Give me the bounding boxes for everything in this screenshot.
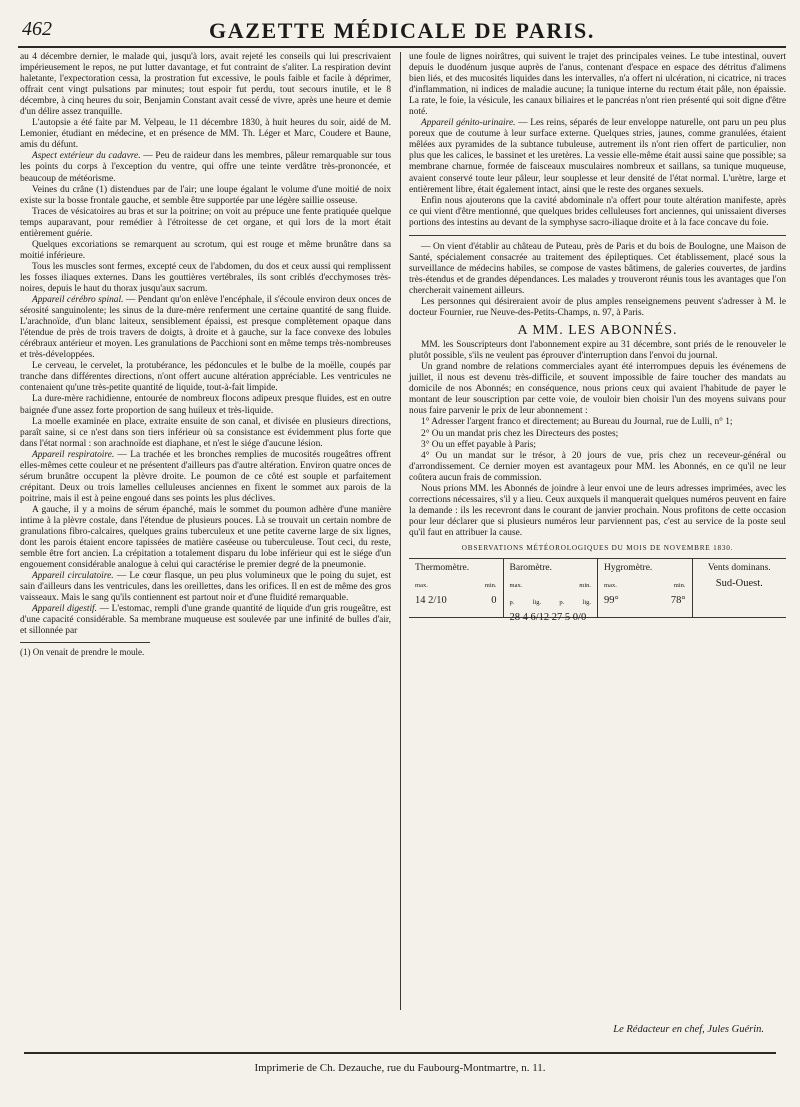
paragraph bbox=[409, 118, 786, 195]
paragraph-text: — La trachée et les bronches remplies de mucosités rougeâtres offrent elles-mêmes cette couleur et ne présentent d'ailleurs pas d'autre altération. Environ quatre onces de sérum brunâtre occupent la plèvre droite. Le poumon de ce côté est souple et parfaitement crépitant. Deux ou trois lamelles celluleuses anciennes en fixent le sommet aux parois de la poitrine, mais il est à peine engoué dans ses points les plus déclives. bbox=[20, 449, 392, 504]
paragraph bbox=[20, 295, 391, 361]
max-label: max. bbox=[415, 582, 428, 590]
paragraph: Le cerveau, le cervelet, la protubérance, les pédoncules et le bulbe de la moëlle, coupés par tranche dans différentes directions, n'ont offert aucune altération appréciable. Les ventricules ne contenaient qu'une très-petite quantité de liquide, tout-à-fait limpide. bbox=[20, 361, 392, 394]
paragraph: L'autopsie a été faite par M. Velpeau, le 11 décembre 1830, à huit heures du soir, aidé de M. Lemonier, étudiant en médecine, et en présence de MM. Th. Léger et Marc, Coudere et Baune, amis du défunt. bbox=[20, 118, 392, 151]
section-heading: Appareil digestif. bbox=[32, 604, 98, 615]
paragraph: Enfin nous ajouterons que la cavité abdominale n'a offert pour toute altération manifeste, après ce qui vient d'être mentionné, que quelques brides celluleuses fort anciennes, qui unissaient diverses portions des intestins au devant de la symphyse sacro-iliaque droite et à la face concave du foie. bbox=[409, 195, 786, 228]
paragraph: MM. les Souscripteurs dont l'abonnement expire au 31 décembre, sont priés de le renouveler le plutôt possible, s'ils ne veulent pas éprouver d'interruption dans l'envoi du journal. bbox=[409, 340, 786, 362]
hygro-max-value: 99° bbox=[604, 595, 619, 607]
paragraph: Veines du crâne (1) distendues par de l'air; une loupe égalant le volume d'une moitié de noix existe sur la bosse frontale gauche, et semble être supportée par une légère saillie osseuse. bbox=[20, 184, 392, 206]
paragraph-text: — Les reins, séparés de leur enveloppe naturelle, ont paru un peu plus poreux que de coutume à leur surface externe. Quelques stries, jaunes, comme granulées, étaient mêlées aux pyramides de la subtance tubuleuse, autrement ils n'ont rien offert de particulier, non plus que les calices, le bassinet et les uretères. La vessie elle-même était aussi saine que possible; sa membrane charnue, formée de faisceaux musculaires nombreux et saillans, sa tunique muqueuse, avaient conservé toute leur pâleur, leur souplesse et leur densité de l'état normal. L'urètre, large et entièrement libre, était également intact, ainsi que le reste des organes sexuels. bbox=[409, 118, 786, 195]
editor-signature: Le Rédacteur en chef, Jules Guérin. bbox=[613, 1024, 764, 1035]
list-item: 3° Ou un effet payable à Paris; bbox=[421, 439, 537, 450]
footnote: (1) On venait de prendre le moule. bbox=[20, 647, 145, 658]
paragraph: Un grand nombre de relations commerciales ayant été interrompues depuis les événemens de juillet, il nous est devenu très-difficile, et souvent impossible de faire toucher des mandats au domicile de nos Abonnés; en conséquence, nous prions ceux qui avaient l'habitude de payer le montant de leur souscription par cette voie, de vouloir bien choisir l'un des moyens suivans pour nous faire parvenir le prix de leur abonnement : bbox=[409, 362, 786, 417]
hygrometer-label: Hygromètre. bbox=[604, 563, 653, 574]
weather-observations-table bbox=[409, 558, 786, 624]
barometer-label: Baromètre. bbox=[509, 563, 552, 574]
hygrometer-cell bbox=[598, 559, 693, 617]
list-item: 1° Adresser l'argent franco et directement; au Bureau du Journal, rue de Lulli, n° 1; bbox=[421, 417, 733, 428]
paragraph: Les personnes qui désireraient avoir de plus amples renseignemens peuvent s'adresser à M. le docteur Fournier, rue Neuve-des-Petits-Champs, n. 97, à Paris. bbox=[409, 296, 786, 319]
paragraph bbox=[20, 450, 391, 505]
right-column bbox=[407, 52, 786, 1010]
section-heading: Appareil cérébro spinal. bbox=[32, 295, 124, 306]
list-item: 4° Ou un mandat sur le trésor, à 20 jours de vue, pris chez un receveur-général ou d'arrondissement. Ce dernier moyen est avantageux pour MM. les Abonnés, en ce qu'il ne leur coûtera aucun frais de commission. bbox=[409, 450, 786, 483]
winds-value: Sud-Ouest. bbox=[715, 578, 763, 590]
paragraph: une foule de lignes noirâtres, qui suivent le trajet des principales veines. Le tube intestinal, ouvert depuis le duodénum jusque auprès de l'anus, contenant d'espace en espace des détritus d'alimens bien liés, et des mucosités liquides dans les intervalles, n'a offert ni ulcération, ni cicatrice, ni traces d'inflammation, ni indices de maladie aucune; la tunique interne du rectum était pâle, non épaissie. La rate, le foie, la vésicule, les canaux biliaires et le pancréas n'ont rien présenté qui soit digne d'être noté. bbox=[409, 52, 786, 118]
paragraph: La moelle examinée en place, extraite ensuite de son canal, et divisée en plusieurs directions, paraît saine, si ce n'est dans son tiers inférieur où sa consistance est évidemment plus forte que dans l'état normal : son arachnoïde est diaphane, et n'est le siége d'aucune lésion. bbox=[20, 416, 392, 449]
paragraph: La dure-mère rachidienne, entourée de nombreux flocons adipeux presque fluides, est en outre baignée d'une assez forte proportion de sang huileux et très-liquide. bbox=[20, 394, 392, 416]
section-divider bbox=[409, 235, 786, 236]
section-heading: Appareil génito-urinaire. bbox=[421, 118, 516, 129]
paragraph: A gauche, il y a moins de sérum épanché, mais le sommet du poumon adhère d'une manière intime à la plèvre costale, dans l'étendue de plusieurs pouces. Là se trouvait un certain nombre de granulations fibro-calcaires, quelques grains tuberculeux et une petite caverne large de six lignes, dont les parois étaient encore tapissées de matière caséeuse ou tuberculeuse. Tout ceci, du reste, semble être fort ancien. La crépitation a totalement disparu du lobe inférieur qui est le siége d'un engouement considérable analogue à celui qui caractérise le premier degré de la pneumonie. bbox=[20, 504, 392, 571]
gazette-title: GAZETTE MÉDICALE DE PARIS. bbox=[209, 18, 595, 43]
list-item: 2° Ou un mandat pris chez les Directeurs des postes; bbox=[421, 428, 619, 439]
left-column bbox=[18, 52, 397, 1010]
section-heading: Appareil circulatoire. bbox=[32, 571, 114, 582]
max-label: max. bbox=[604, 582, 617, 590]
abonnes-heading: A MM. LES ABONNÉS. bbox=[517, 323, 678, 339]
paragraph-text: — Le cœur flasque, un peu plus volumineux que le poing du sujet, est sain d'ailleurs dans les ventricules, dans les oreillettes, dans les orifices. Il en est de même des gros vaisseaux. Mais le sang qu'ils contiennent est partout noir et d'une fluidité remarquable. bbox=[20, 571, 392, 604]
unit-label: p. bbox=[509, 599, 515, 607]
thermometer-cell bbox=[409, 559, 504, 617]
min-label: min. bbox=[484, 582, 497, 590]
printer-imprint: Imprimerie de Ch. Dezauche, rue du Faubourg-Montmartre, n. 11. bbox=[254, 1062, 546, 1074]
paragraph: Nous prions MM. les Abonnés de joindre à leur envoi une de leurs adresses imprimées, avec les corrections nécessaires, s'il y a lieu. Ceux auxquels il manquerait quelques numéros peuvent en faire la demande : ils les recevront dans le courant de janvier prochain. Nous profitons de cette occasion pour leur déclarer que si plusieurs numéros leur parviennent pas, c'est au service de la poste seul qu'il faut en attribuer la cause. bbox=[409, 483, 786, 538]
page-header bbox=[18, 10, 786, 48]
paragraph bbox=[20, 604, 391, 637]
unit-label: lig. bbox=[582, 599, 592, 607]
hygro-min-value: 78° bbox=[670, 595, 686, 607]
thermometer-label: Thermomètre. bbox=[415, 563, 470, 574]
min-label: min. bbox=[579, 582, 592, 590]
thermo-max-value: 14 2/10 bbox=[415, 595, 447, 607]
article-columns bbox=[18, 52, 786, 1010]
winds-label: Vents dominans. bbox=[707, 563, 771, 574]
weather-observations-title: OBSERVATIONS MÉTÉOROLOGIQUES DU MOIS DE NOVEMBRE 1830. bbox=[461, 543, 734, 552]
column-divider bbox=[400, 52, 401, 1010]
section-heading: Aspect extérieur du cadavre. bbox=[32, 151, 141, 162]
barometer-cell bbox=[504, 559, 599, 624]
paragraph: Quelques excoriations se remarquent au scrotum, qui est rouge et même brunâtre dans sa moitié inférieure. bbox=[20, 239, 392, 261]
paragraph-text: — Peu de raideur dans les membres, pâleur remarquable sur tous les points du corps à l'exception du ventre, qui offre une teinte verdâtre très-prononcée, et beaucoup de météorisme. bbox=[20, 151, 392, 184]
baro-values: 28 4 6/12 27 5 0/0 bbox=[509, 612, 587, 624]
unit-label: p. bbox=[559, 599, 565, 607]
unit-label: lig. bbox=[532, 599, 542, 607]
paragraph-text: — Pendant qu'on enlève l'encéphale, il s'écoule environ deux onces de sérosité sanguinolente; les sinus de la dure-mère renferment une certaine quantité de sang fluide. L'arachnoïde, d'un blanc laiteux, sensiblement épaissi, est presque complètement opaque dans l'étendue de près de trois travers de doigts, à droite et à gauche, sur la face convexe des lobules cérébraux antérieur et moyen. Les granulations de Pacchioni sont en même temps très-nombreuses et très-développées. bbox=[20, 295, 392, 361]
thermo-min-value: 0 bbox=[491, 595, 497, 607]
footer-divider bbox=[24, 1052, 776, 1054]
paragraph bbox=[20, 151, 391, 184]
max-label: max. bbox=[509, 582, 523, 590]
paragraph-text: — L'estomac, rempli d'une grande quantité de liquide d'un gris rougeâtre, est d'une capacité considérable. Sa membrane muqueuse est soulevée par une infinité de bulles d'air, et sillonnée par bbox=[20, 604, 392, 637]
paragraph bbox=[20, 571, 391, 604]
page-number: 462 bbox=[22, 18, 52, 40]
footnote-divider bbox=[20, 642, 150, 643]
paragraph: — On vient d'établir au château de Puteau, près de Paris et du bois de Boulogne, une Maison de Santé, spécialement consacrée au traitement des épileptiques. Cet établissement, placé sous la surveillance de médecins habiles, se compose de vastes bâtimens, de galeries couvertes, de jardins très-étendus et de grandes dépendances. Les malades y trouveront réunis tous les avantages que l'on chercherait vainement ailleurs. bbox=[409, 241, 786, 296]
paragraph: Tous les muscles sont fermes, excepté ceux de l'abdomen, du dos et ceux aussi qui remplissent les fosses iliaques externes. Dans les gouttières vertébrales, ils sont criblés d'ecchymoses très-noires, depuis le haut du thorax jusqu'aux sacrum. bbox=[20, 261, 392, 294]
paragraph: Traces de vésicatoires au bras et sur la poitrine; on voit au prépuce une fente pratiquée quelque temps auparavant, pour remédier à l'étroitesse de cet organe, et qui lors de la mort était entièrement guérie. bbox=[20, 206, 392, 239]
winds-cell bbox=[693, 559, 786, 617]
min-label: min. bbox=[673, 582, 686, 590]
section-heading: Appareil respiratoire. bbox=[32, 449, 115, 460]
paragraph: au 4 décembre dernier, le malade qui, jusqu'à lors, avait rejeté les conseils qui lui prescrivaient impérieusement le repos, ne put lutter davantage, et fut contraint de s'aliter. La respiration devint haletante, l'expectoration cessa, la prostration fut excessive, le pouls faible et facile à déprimer, offrait cent vingt pulsations par minutes; tout espoir fut perdu, tout secours inutile, et le 8 décembre, à cinq heures du soir, Benjamin Constant avait cessé de vivre, après une heure et demie d'un délire assez tranquille. bbox=[20, 52, 392, 118]
